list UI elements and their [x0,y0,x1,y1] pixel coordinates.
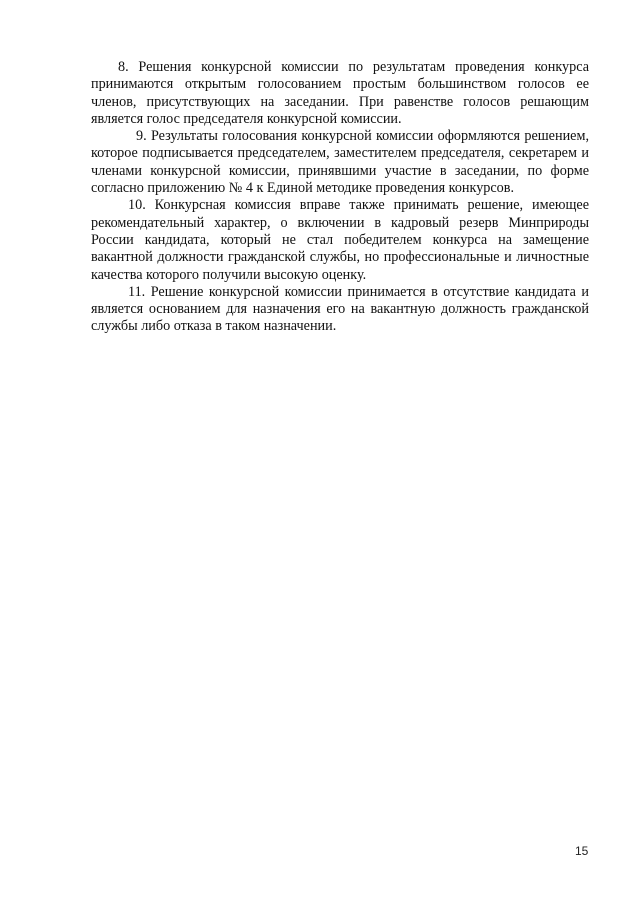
paragraph-10: 10. Конкурсная комиссия вправе также принимать решение, имеющее рекомендательный характер, о включении в кадровый резерв Минприроды России кандидата, который не стал победителем конкурса на замещение вакантной должности гражданской службы, но профессиональные и личностные качества которого получили высокую оценку. [91,197,589,283]
paragraph-8: 8. Решения конкурсной комиссии по результатам проведения конкурса принимаются открытым голосованием простым большинством голосов ее членов, присутствующих на заседании. При равенстве голосов решающим является голос председателя конкурсной комиссии. [91,59,589,127]
paragraph-9: 9. Результаты голосования конкурсной комиссии оформляются решением, которое подписывается председателем, заместителем председателя, секретарем и членами конкурсной комиссии, принявшими участие в заседании, по форме согласно приложению № 4 к Единой методике проведения конкурсов. [91,128,589,197]
page-number: 15 [575,844,589,858]
document-body [91,59,589,336]
paragraph-11: 11. Решение конкурсной комиссии принимается в отсутствие кандидата и является основанием для назначения его на вакантную должность гражданской службы либо отказа в таком назначении. [91,283,589,335]
